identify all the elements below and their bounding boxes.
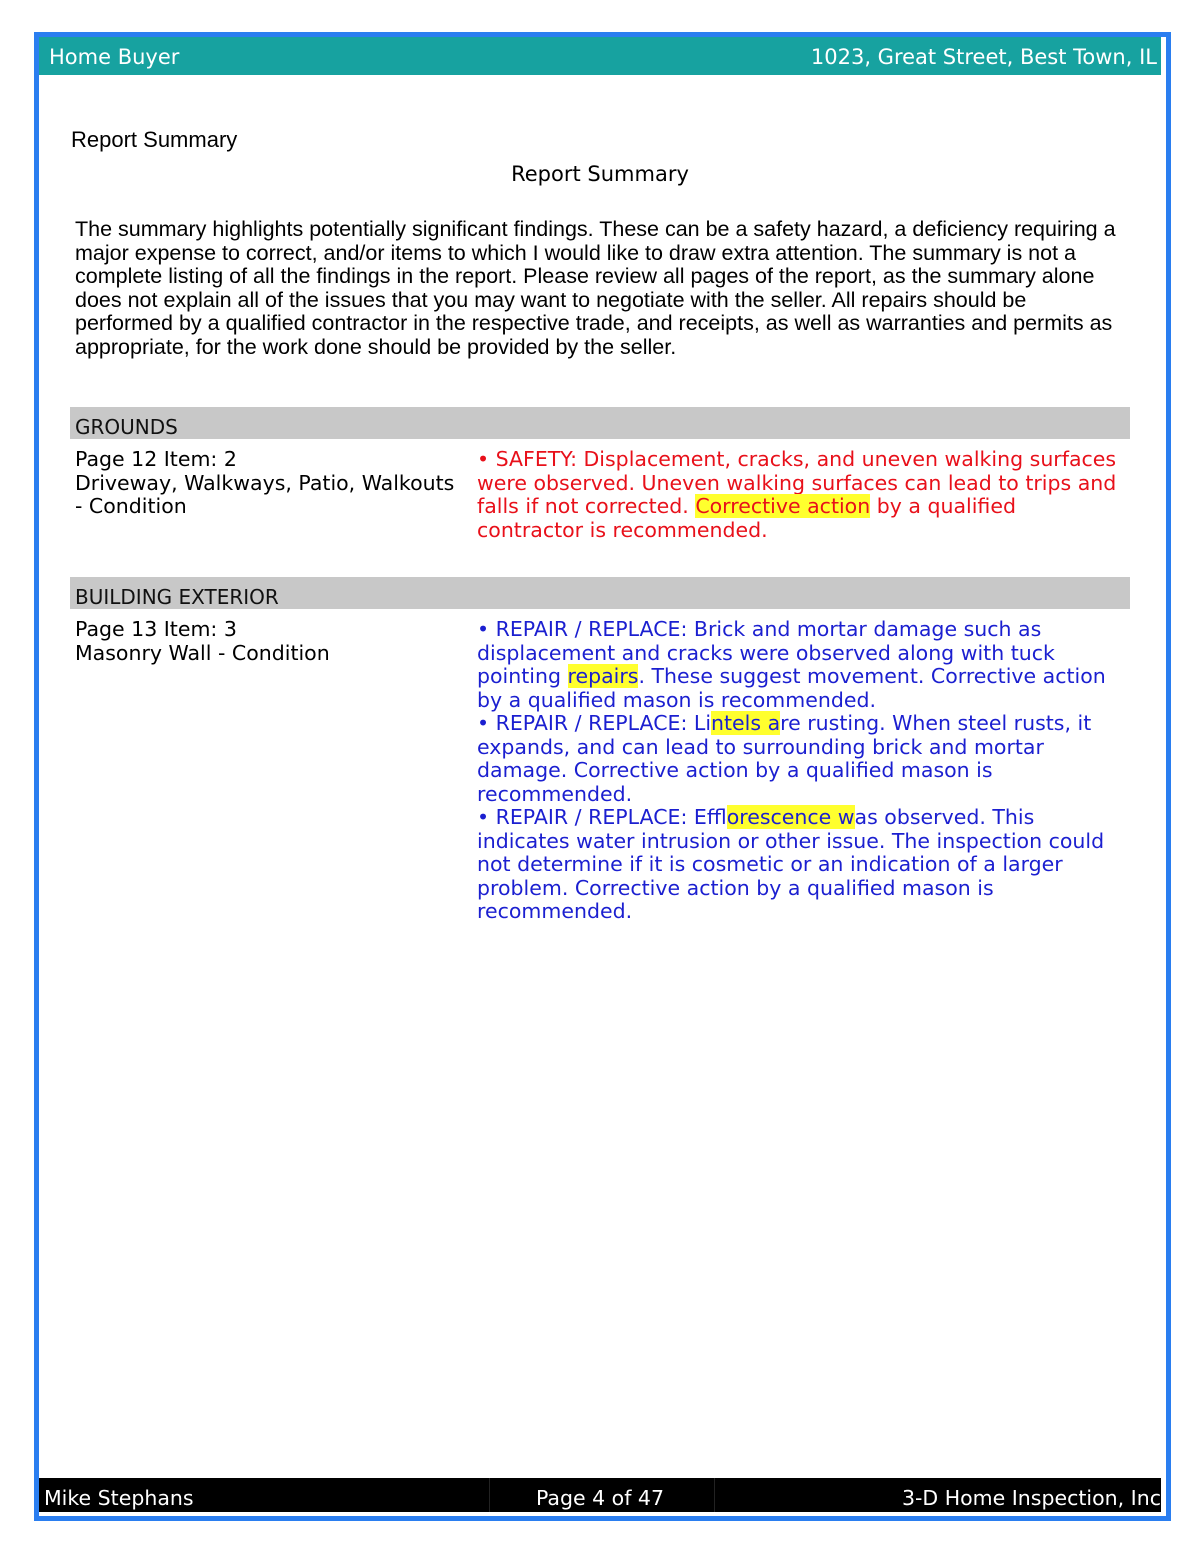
section-grounds-findings xyxy=(477,448,1127,542)
footer-inspector: Mike Stephans xyxy=(44,1486,194,1510)
intro-paragraph: The summary highlights potentially significant findings. These can be a safety hazard, a deficiency requiring a major expense to correct, and/or items to which I would like to draw extra attention. The summary is not a complete listing of all the findings in the report. Please review all pages of the report, as the summary alone does not explain all of the issues that you may want to negotiate with the seller. All repairs should be performed by a qualified contractor in the respective trade, and receipts, as well as warranties and permits as appropriate, for the work done should be provided by the seller. xyxy=(75,217,1116,359)
highlighted-text: repairs xyxy=(567,664,639,688)
section-header-building-exterior: BUILDING EXTERIOR xyxy=(70,577,1130,609)
footer-company: 3-D Home Inspection, Inc xyxy=(901,1486,1161,1510)
page-footer xyxy=(39,1478,1161,1512)
highlighted-text: florescence w xyxy=(726,805,855,829)
section-exterior-findings xyxy=(477,618,1127,924)
report-title: Report Summary xyxy=(511,162,689,186)
section-exterior-item xyxy=(75,618,470,665)
item-name-cont: - Condition xyxy=(75,494,187,518)
finding-repair-3: • REPAIR / REPLACE: Efflorescence was observed. This indicates water intrusion or other issue. The inspection could not determine if it is cosmetic or an indication of a larger problem. Corrective action by a qualified mason is recommended. xyxy=(477,805,1105,923)
section-grounds-item xyxy=(75,448,470,519)
item-name: Masonry Wall - Condition xyxy=(75,640,330,665)
header-address: 1023, Great Street, Best Town, IL xyxy=(810,45,1157,69)
footer-page-number: Page 4 of 47 xyxy=(535,1486,665,1510)
section-header-grounds: GROUNDS xyxy=(70,407,1130,439)
highlighted-text: ntels a xyxy=(711,711,781,735)
finding-safety: • SAFETY: Displacement, cracks, and uneven walking surfaces were observed. Uneven walking surfaces can lead to trips and falls if not corrected. Corrective action by a qualified contractor is recommended. xyxy=(477,447,1117,542)
report-label: Report Summary xyxy=(71,127,238,152)
item-page-ref: Page 12 Item: 2 xyxy=(75,447,237,471)
item-name: Driveway, Walkways, Patio, Walkouts xyxy=(75,470,455,495)
footer-divider xyxy=(714,1478,715,1512)
page-header xyxy=(39,37,1161,75)
finding-repair-1: • REPAIR / REPLACE: Brick and mortar damage such as displacement and cracks were observed along with tuck pointing repairs. These suggest movement. Corrective action by a qualified mason is recommended. xyxy=(477,617,1106,712)
finding-repair-2: • REPAIR / REPLACE: Lintels are rusting. When steel rusts, it expands, and can lead to surrounding brick and mortar damage. Corrective action by a qualified mason is recommended. xyxy=(477,711,1092,806)
header-client: Home Buyer xyxy=(49,45,180,69)
highlighted-text: Corrective action xyxy=(695,494,871,518)
item-page-ref: Page 13 Item: 3 xyxy=(75,617,237,641)
